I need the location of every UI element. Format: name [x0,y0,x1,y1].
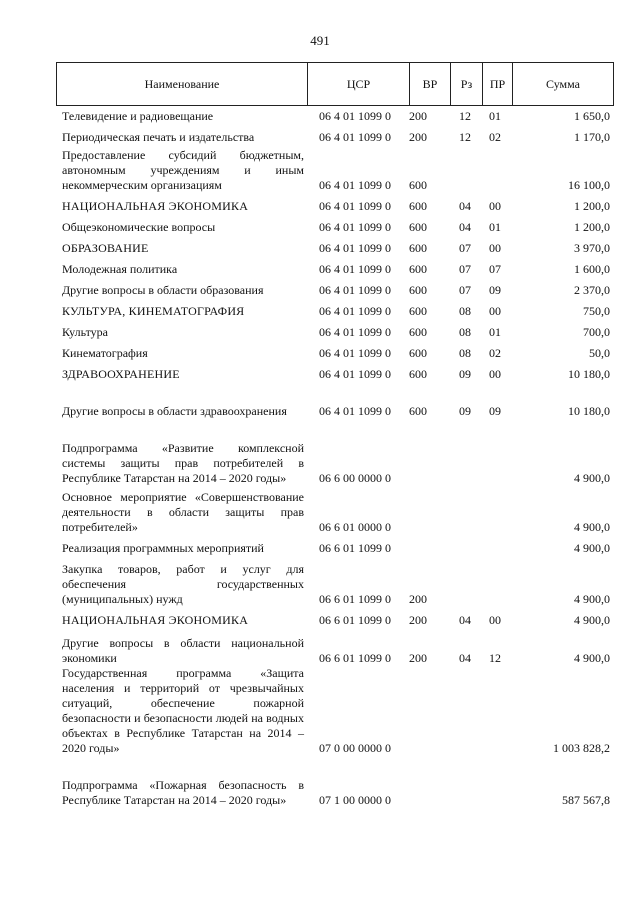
row-sum: 10 180,0 [568,404,610,418]
row-csr: 06 6 01 1099 0 [319,651,391,665]
row-name: Государственная программа «Защита населения и территорий от чрезвычайных ситуаций, обеспечение пожарной безопасности и безопасности людей на водных объектах в Республике Татарстан на 2014 – 2020 годы» [62,666,304,755]
row-pr: 07 [489,262,501,276]
row-sum: 50,0 [589,346,610,360]
row-rz: 08 [459,325,471,339]
row-vr: 600 [409,404,427,418]
row-name: Телевидение и радиовещание [62,109,214,123]
row-pr: 01 [489,220,501,234]
row-csr: 06 4 01 1099 0 [319,130,391,144]
row-csr: 06 4 01 1099 0 [319,109,391,123]
row-sum: 1 170,0 [574,130,610,144]
row-csr: 06 4 01 1099 0 [319,304,391,318]
row-vr: 600 [409,241,427,255]
row-csr: 06 6 01 0000 0 [319,520,391,534]
row-vr: 600 [409,325,427,339]
row-name: Предоставление субсидий бюджетным, автономным учреждениям и иным некоммерческим организациям [62,148,304,192]
row-name: Другие вопросы в области здравоохранения [62,404,287,418]
row-sum: 4 900,0 [574,651,610,665]
row-name: ЗДРАВООХРАНЕНИЕ [62,367,180,381]
row-name: Молодежная политика [62,262,178,276]
row-rz: 07 [459,262,471,276]
row-csr: 06 4 01 1099 0 [319,241,391,255]
row-rz: 04 [459,613,471,627]
row-csr: 06 4 01 1099 0 [319,178,391,192]
row-pr: 01 [489,325,501,339]
row-name: Другие вопросы в области национальной экономики [62,636,304,665]
row-pr: 00 [489,304,501,318]
row-vr: 200 [409,613,427,627]
row-rz: 08 [459,346,471,360]
row-rz: 04 [459,220,471,234]
header-name: Наименование [144,76,220,91]
header-pr: ПР [482,63,512,105]
row-sum: 4 900,0 [574,613,610,627]
table-body [56,0,614,905]
row-name: КУЛЬТУРА, КИНЕМАТОГРАФИЯ [62,304,245,318]
row-vr: 600 [409,220,427,234]
row-vr: 200 [409,651,427,665]
row-pr: 09 [489,404,501,418]
row-rz: 07 [459,241,471,255]
row-sum: 2 370,0 [574,283,610,297]
row-sum: 4 900,0 [574,471,610,485]
row-name: Периодическая печать и издательства [62,130,255,144]
row-csr: 06 4 01 1099 0 [319,262,391,276]
row-csr: 06 4 01 1099 0 [319,404,391,418]
row-pr: 00 [489,367,501,381]
row-pr: 12 [489,651,501,665]
row-rz: 09 [459,404,471,418]
row-sum: 1 200,0 [574,220,610,234]
row-csr: 06 6 00 0000 0 [319,471,391,485]
row-rz: 12 [459,130,471,144]
row-pr: 02 [489,130,501,144]
row-rz: 09 [459,367,471,381]
header-csr: ЦСР [307,63,409,105]
row-sum: 4 900,0 [574,541,610,555]
row-pr: 01 [489,109,501,123]
row-vr: 600 [409,262,427,276]
row-csr: 06 4 01 1099 0 [319,325,391,339]
row-sum: 4 900,0 [574,592,610,606]
row-pr: 02 [489,346,501,360]
row-sum: 587 567,8 [562,793,610,807]
row-pr: 09 [489,283,501,297]
row-csr: 06 6 01 1099 0 [319,541,391,555]
row-csr: 06 6 01 1099 0 [319,613,391,627]
header-vr: ВР [409,63,450,105]
row-pr: 00 [489,241,501,255]
row-csr: 06 4 01 1099 0 [319,367,391,381]
row-vr: 600 [409,367,427,381]
row-vr: 200 [409,130,427,144]
row-rz: 04 [459,199,471,213]
header-rz: Рз [450,63,482,105]
row-csr: 06 4 01 1099 0 [319,220,391,234]
row-csr: 06 4 01 1099 0 [319,199,391,213]
row-sum: 1 003 828,2 [553,741,610,755]
row-csr: 06 6 01 1099 0 [319,592,391,606]
row-sum: 16 100,0 [568,178,610,192]
row-name: Культура [62,325,108,339]
row-vr: 600 [409,199,427,213]
row-name: Реализация программных мероприятий [62,541,264,555]
row-csr: 06 4 01 1099 0 [319,283,391,297]
row-name: Основное мероприятие «Совершенствование деятельности в области защиты прав потребителей» [62,490,304,534]
row-sum: 4 900,0 [574,520,610,534]
row-name: ОБРАЗОВАНИЕ [62,241,149,255]
row-name: Подпрограмма «Развитие комплексной системы защиты прав потребителей в Республике Татарстан на 2014 – 2020 годы» [62,441,304,485]
row-sum: 700,0 [583,325,610,339]
row-rz: 07 [459,283,471,297]
row-csr: 07 1 00 0000 0 [319,793,391,807]
page-number: 491 [310,33,330,48]
row-name: Общеэкономические вопросы [62,220,216,234]
row-vr: 600 [409,283,427,297]
row-name: НАЦИОНАЛЬНАЯ ЭКОНОМИКА [62,613,249,627]
header-sum: Сумма [512,63,613,105]
row-sum: 750,0 [583,304,610,318]
row-sum: 3 970,0 [574,241,610,255]
row-name: Закупка товаров, работ и услуг для обеспечения государственных (муниципальных) нужд [62,562,304,606]
row-name: НАЦИОНАЛЬНАЯ ЭКОНОМИКА [62,199,249,213]
row-sum: 1 650,0 [574,109,610,123]
row-sum: 1 200,0 [574,199,610,213]
row-rz: 12 [459,109,471,123]
row-name: Другие вопросы в области образования [62,283,264,297]
row-name: Кинематография [62,346,148,360]
row-rz: 08 [459,304,471,318]
table-row [56,0,614,808]
row-vr: 200 [409,109,427,123]
row-csr: 06 4 01 1099 0 [319,346,391,360]
row-vr: 200 [409,592,427,606]
row-sum: 1 600,0 [574,262,610,276]
row-vr: 600 [409,178,427,192]
row-csr: 07 0 00 0000 0 [319,741,391,755]
row-vr: 600 [409,346,427,360]
row-pr: 00 [489,613,501,627]
row-vr: 600 [409,304,427,318]
row-name: Подпрограмма «Пожарная безопасность в Республике Татарстан на 2014 – 2020 годы» [62,778,304,807]
row-sum: 10 180,0 [568,367,610,381]
row-rz: 04 [459,651,471,665]
row-pr: 00 [489,199,501,213]
